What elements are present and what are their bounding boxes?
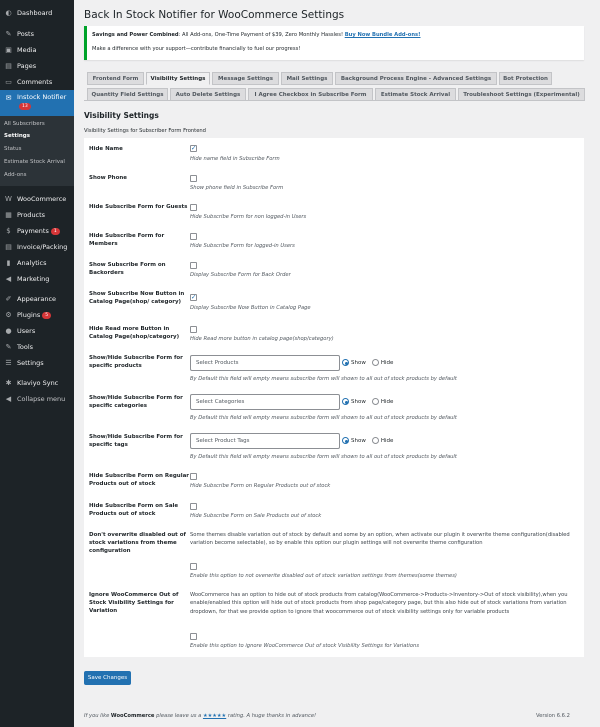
sidebar-item-label: Tools (17, 343, 34, 351)
tab-quantity-field-settings[interactable]: Quantity Field Settings (87, 88, 168, 101)
products-visibility-radio-group (342, 359, 393, 366)
sidebar-item-label: Posts (17, 30, 34, 38)
hide-read-more-checkbox[interactable] (190, 326, 197, 333)
comment-icon: ▭ (5, 78, 12, 86)
setting-label-dont-overwrite: Don't overwrite disabled out of stock variations from theme configuration (89, 532, 186, 554)
sidebar-item-label: Analytics (17, 259, 47, 267)
tab-i-agree-checkbox[interactable]: I Agree Checkbox in Subscribe Form (248, 88, 373, 101)
footer-version: Version 6.6.2 (536, 713, 570, 719)
sidebar-item-pages[interactable] (0, 58, 74, 74)
show-backorders-checkbox[interactable] (190, 262, 197, 269)
promo-notice (84, 26, 584, 60)
tags-visibility-radio-group (342, 437, 393, 444)
radio-label: Show (351, 359, 366, 366)
setting-label-specific-tags: Show/Hide Subscribe Form for specific tags (89, 434, 183, 448)
sidebar-item-products[interactable] (0, 207, 74, 223)
section-description: Visibility Settings for Subscriber Form Frontend (84, 128, 206, 134)
notifier-icon: ✉ (5, 93, 12, 102)
setting-label-hide-read-more: Hide Read more Button in Catalog Page(shop/category) (89, 326, 180, 340)
products-icon: ▦ (5, 211, 12, 219)
appearance-icon: ✐ (5, 295, 12, 303)
sidebar-item-label: Appearance (17, 295, 57, 303)
submenu (0, 116, 74, 186)
submenu-item-all-subscribers[interactable]: All Subscribers (4, 121, 45, 127)
radio-label: Hide (380, 398, 394, 405)
radio-label: Hide (380, 437, 394, 444)
setting-desc-dont-overwrite: Enable this option to not overwrite disabled out of stock variation settings from themes(some themes) (190, 573, 457, 579)
notice-line-2: Make a difference with your support—contribute financially to fuel our progress! (92, 46, 301, 52)
users-icon: ● (5, 327, 12, 335)
settings-table (84, 138, 584, 657)
sidebar-item-label: Dashboard (17, 9, 53, 17)
admin-sidebar (0, 0, 74, 727)
sidebar-item-label: Media (17, 46, 37, 54)
sidebar-item-label: Invoice/Packing (17, 243, 68, 251)
hide-name-checkbox[interactable] (190, 145, 197, 152)
save-changes-button[interactable]: Save Changes (84, 671, 131, 685)
subscribe-now-button-checkbox[interactable] (190, 294, 197, 301)
submenu-item-estimate-stock-arrival[interactable]: Estimate Stock Arrival (4, 159, 65, 165)
sidebar-item-comments[interactable] (0, 74, 74, 90)
tab-estimate-stock-arrival[interactable]: Estimate Stock Arrival (375, 88, 456, 101)
categories-hide-radio[interactable] (372, 398, 379, 405)
setting-label-show-phone: Show Phone (89, 175, 128, 181)
setting-label-subscribe-now-button: Show Subscribe Now Button in Catalog Page(shop/ category) (89, 291, 185, 305)
tab-visibility-settings[interactable]: Visibility Settings (146, 72, 210, 85)
products-show-radio[interactable] (342, 359, 349, 366)
sidebar-item-label: WooCommerce (17, 195, 67, 203)
setting-desc-show-backorders: Display Subscribe Form for Back Order (190, 272, 291, 278)
setting-para-dont-overwrite: Some themes disable variation out of stock by default and some by an option, when activate our plugin it overwrite theme configuration(disabled variation become selectable), so by enable this option our plugin settings will not overwrite theme configuration (190, 532, 570, 547)
setting-label-hide-regular-oos: Hide Subscribe Form on Regular Products out of stock (89, 473, 190, 487)
tab-frontend-form[interactable]: Frontend Form (87, 72, 144, 85)
hide-sale-oos-checkbox[interactable] (190, 503, 197, 510)
sidebar-item-analytics[interactable] (0, 255, 74, 271)
buy-bundle-link[interactable]: Buy Now Bundle Add-ons! (344, 32, 421, 38)
radio-label: Hide (380, 359, 394, 366)
setting-desc-specific-tags: By Default this field will empty means subscribe form will shown to all out of stock products by default (190, 454, 457, 460)
plugins-count-badge: 5 (42, 312, 51, 319)
sidebar-item-label: Marketing (17, 275, 50, 283)
setting-label-ignore-woo-visibility: Ignore WooCommerce Out of Stock Visibility Settings for Variation (89, 592, 179, 614)
pin-icon: ✎ (5, 30, 12, 38)
footer-brand: WooCommerce (110, 713, 155, 719)
sidebar-item-label: Pages (17, 62, 37, 70)
tools-icon: ✎ (5, 343, 12, 351)
sidebar-item-users[interactable] (0, 323, 74, 339)
marketing-icon: ◀ (5, 275, 12, 283)
select-categories-input[interactable]: Select Categories (190, 394, 340, 410)
page-icon: ▤ (5, 62, 12, 70)
footer-middle: please leave us a (154, 713, 203, 719)
media-icon: ▣ (5, 46, 12, 54)
sidebar-item-label: Users (17, 327, 36, 335)
collapse-menu-button[interactable] (0, 391, 74, 407)
sidebar-item-media[interactable] (0, 42, 74, 58)
payments-count-badge: 1 (51, 228, 60, 235)
update-count-badge: 13 (19, 103, 31, 110)
notice-text: : All Add-ons, One-Time Payment of $39, Zero Monthly Hassles! (178, 32, 344, 38)
rating-stars-link[interactable]: ★★★★★ (202, 713, 227, 719)
notice-bold: Savings and Power Combined (92, 32, 179, 38)
sidebar-item-marketing[interactable] (0, 271, 74, 287)
klaviyo-icon: ✱ (5, 379, 12, 387)
hide-guests-checkbox[interactable] (190, 204, 197, 211)
products-hide-radio[interactable] (372, 359, 379, 366)
submenu-item-settings[interactable]: Settings (4, 133, 30, 139)
collapse-icon: ◀ (5, 395, 12, 403)
tab-troubleshoot-settings[interactable]: Troubleshoot Settings (Experimental) (458, 88, 585, 101)
setting-desc-hide-name: Hide name field in Subscribe Form (190, 156, 280, 162)
submenu-item-add-ons[interactable]: Add-ons (4, 172, 27, 178)
dashboard-icon: ◐ (5, 9, 12, 17)
payments-icon: $ (6, 227, 11, 235)
tab-background-process-engine[interactable]: Background Process Engine - Advanced Settings (335, 72, 497, 85)
footer-prefix: If you like (84, 713, 111, 719)
sidebar-item-label: Plugins (17, 311, 41, 319)
tab-mail-settings[interactable]: Mail Settings (281, 72, 333, 85)
sidebar-item-label: Products (17, 211, 46, 219)
setting-desc-hide-regular-oos: Hide Subscribe Form on Regular Products out of stock (190, 483, 331, 489)
hide-regular-oos-checkbox[interactable] (190, 473, 197, 480)
plugins-icon: ⚙ (5, 311, 12, 319)
tab-bot-protection[interactable]: Bot Protection (499, 72, 552, 85)
select-product-tags-input[interactable]: Select Product Tags (190, 433, 340, 449)
sidebar-item-settings[interactable] (0, 355, 74, 371)
setting-desc-specific-categories: By Default this field will empty means subscribe form will shown to all out of stock products by default (190, 415, 457, 421)
woo-icon: W (5, 195, 12, 203)
analytics-icon: ▮ (6, 259, 11, 267)
categories-show-radio[interactable] (342, 398, 349, 405)
sidebar-item-instock-notifier[interactable] (0, 90, 74, 116)
setting-desc-hide-read-more: Hide Read more button in catalog page(shop/category) (190, 336, 334, 342)
radio-label: Show (351, 398, 366, 405)
sidebar-item-label: Collapse menu (17, 395, 66, 403)
setting-label-specific-products: Show/Hide Subscribe Form for specific products (89, 355, 183, 369)
sidebar-item-label: Payments (17, 227, 49, 235)
tabs-divider (84, 100, 584, 101)
setting-desc-ignore-woo-visibility: Enable this option to ignore WooCommerce Out of stock Visibility Settings for Variations (190, 643, 420, 649)
page-title: Back In Stock Notifier for WooCommerce Settings (84, 9, 345, 21)
submenu-item-status[interactable]: Status (4, 146, 22, 152)
footer-rating-text (84, 713, 316, 719)
settings-icon: ☰ (5, 359, 12, 367)
setting-desc-subscribe-now-button: Display Subscribe Now Button in Catalog Page (190, 305, 311, 311)
select-products-input[interactable]: Select Products (190, 355, 340, 371)
invoice-icon: ▤ (5, 243, 12, 251)
setting-desc-hide-members: Hide Subscribe Form for logged-in Users (190, 243, 295, 249)
setting-label-hide-sale-oos: Hide Subscribe Form on Sale Products out of stock (89, 503, 179, 517)
sidebar-item-posts[interactable] (0, 26, 74, 42)
tags-hide-radio[interactable] (372, 437, 379, 444)
setting-desc-hide-guests: Hide Subscribe Form for non logged-in Users (190, 214, 307, 220)
ignore-woo-visibility-checkbox[interactable] (190, 633, 197, 640)
tags-show-radio[interactable] (342, 437, 349, 444)
setting-label-show-backorders: Show Subscribe Form on Backorders (89, 262, 166, 276)
radio-label: Show (351, 437, 366, 444)
notice-line-1 (92, 32, 421, 38)
sidebar-item-appearance[interactable] (0, 291, 74, 307)
sidebar-item-label: Klaviyo Sync (17, 379, 59, 387)
sidebar-item-payments[interactable] (0, 223, 74, 239)
sidebar-item-label: Settings (17, 359, 44, 367)
sidebar-item-woocommerce[interactable] (0, 191, 74, 207)
sidebar-item-dashboard[interactable] (0, 5, 74, 21)
main-content (74, 0, 600, 727)
show-phone-checkbox[interactable] (190, 175, 197, 182)
setting-label-hide-name: Hide Name (89, 146, 123, 152)
dont-overwrite-checkbox[interactable] (190, 563, 197, 570)
hide-members-checkbox[interactable] (190, 233, 197, 240)
sidebar-item-plugins[interactable] (0, 307, 74, 323)
setting-para-ignore-woo-visibility: WooCommerce has an option to hide out of stock products from catalog(WooCommerce->Products->Inventory->Out of stock visibility),when you enable/enabled this option will hide out of stock products from shop page/category page, but this also hide out of stock variations from variation dropdown, for that we provide option to ignore that woocommerce out of stock visibility settings only for variable products (190, 592, 568, 615)
setting-label-specific-categories: Show/Hide Subscribe Form for specific categories (89, 395, 183, 409)
footer-suffix: rating. A huge thanks in advance! (226, 713, 317, 719)
sidebar-item-klaviyo-sync[interactable] (0, 375, 74, 391)
sidebar-item-tools[interactable] (0, 339, 74, 355)
setting-label-hide-members: Hide Subscribe Form for Members (89, 233, 165, 247)
tab-auto-delete-settings[interactable]: Auto Delete Settings (170, 88, 246, 101)
sidebar-item-invoice-packing[interactable] (0, 239, 74, 255)
sidebar-item-label: Instock Notifier (17, 93, 67, 101)
section-title: Visibility Settings (84, 111, 159, 120)
setting-label-hide-guests: Hide Subscribe Form for Guests (89, 204, 188, 210)
sidebar-item-label: Comments (17, 78, 53, 86)
setting-desc-specific-products: By Default this field will empty means subscribe form will shown to all out of stock products by default (190, 376, 457, 382)
setting-desc-hide-sale-oos: Hide Subscribe Form on Sale Products out of stock (190, 513, 322, 519)
tab-message-settings[interactable]: Message Settings (212, 72, 279, 85)
setting-desc-show-phone: Show phone field in Subscribe Form (190, 185, 284, 191)
categories-visibility-radio-group (342, 398, 393, 405)
